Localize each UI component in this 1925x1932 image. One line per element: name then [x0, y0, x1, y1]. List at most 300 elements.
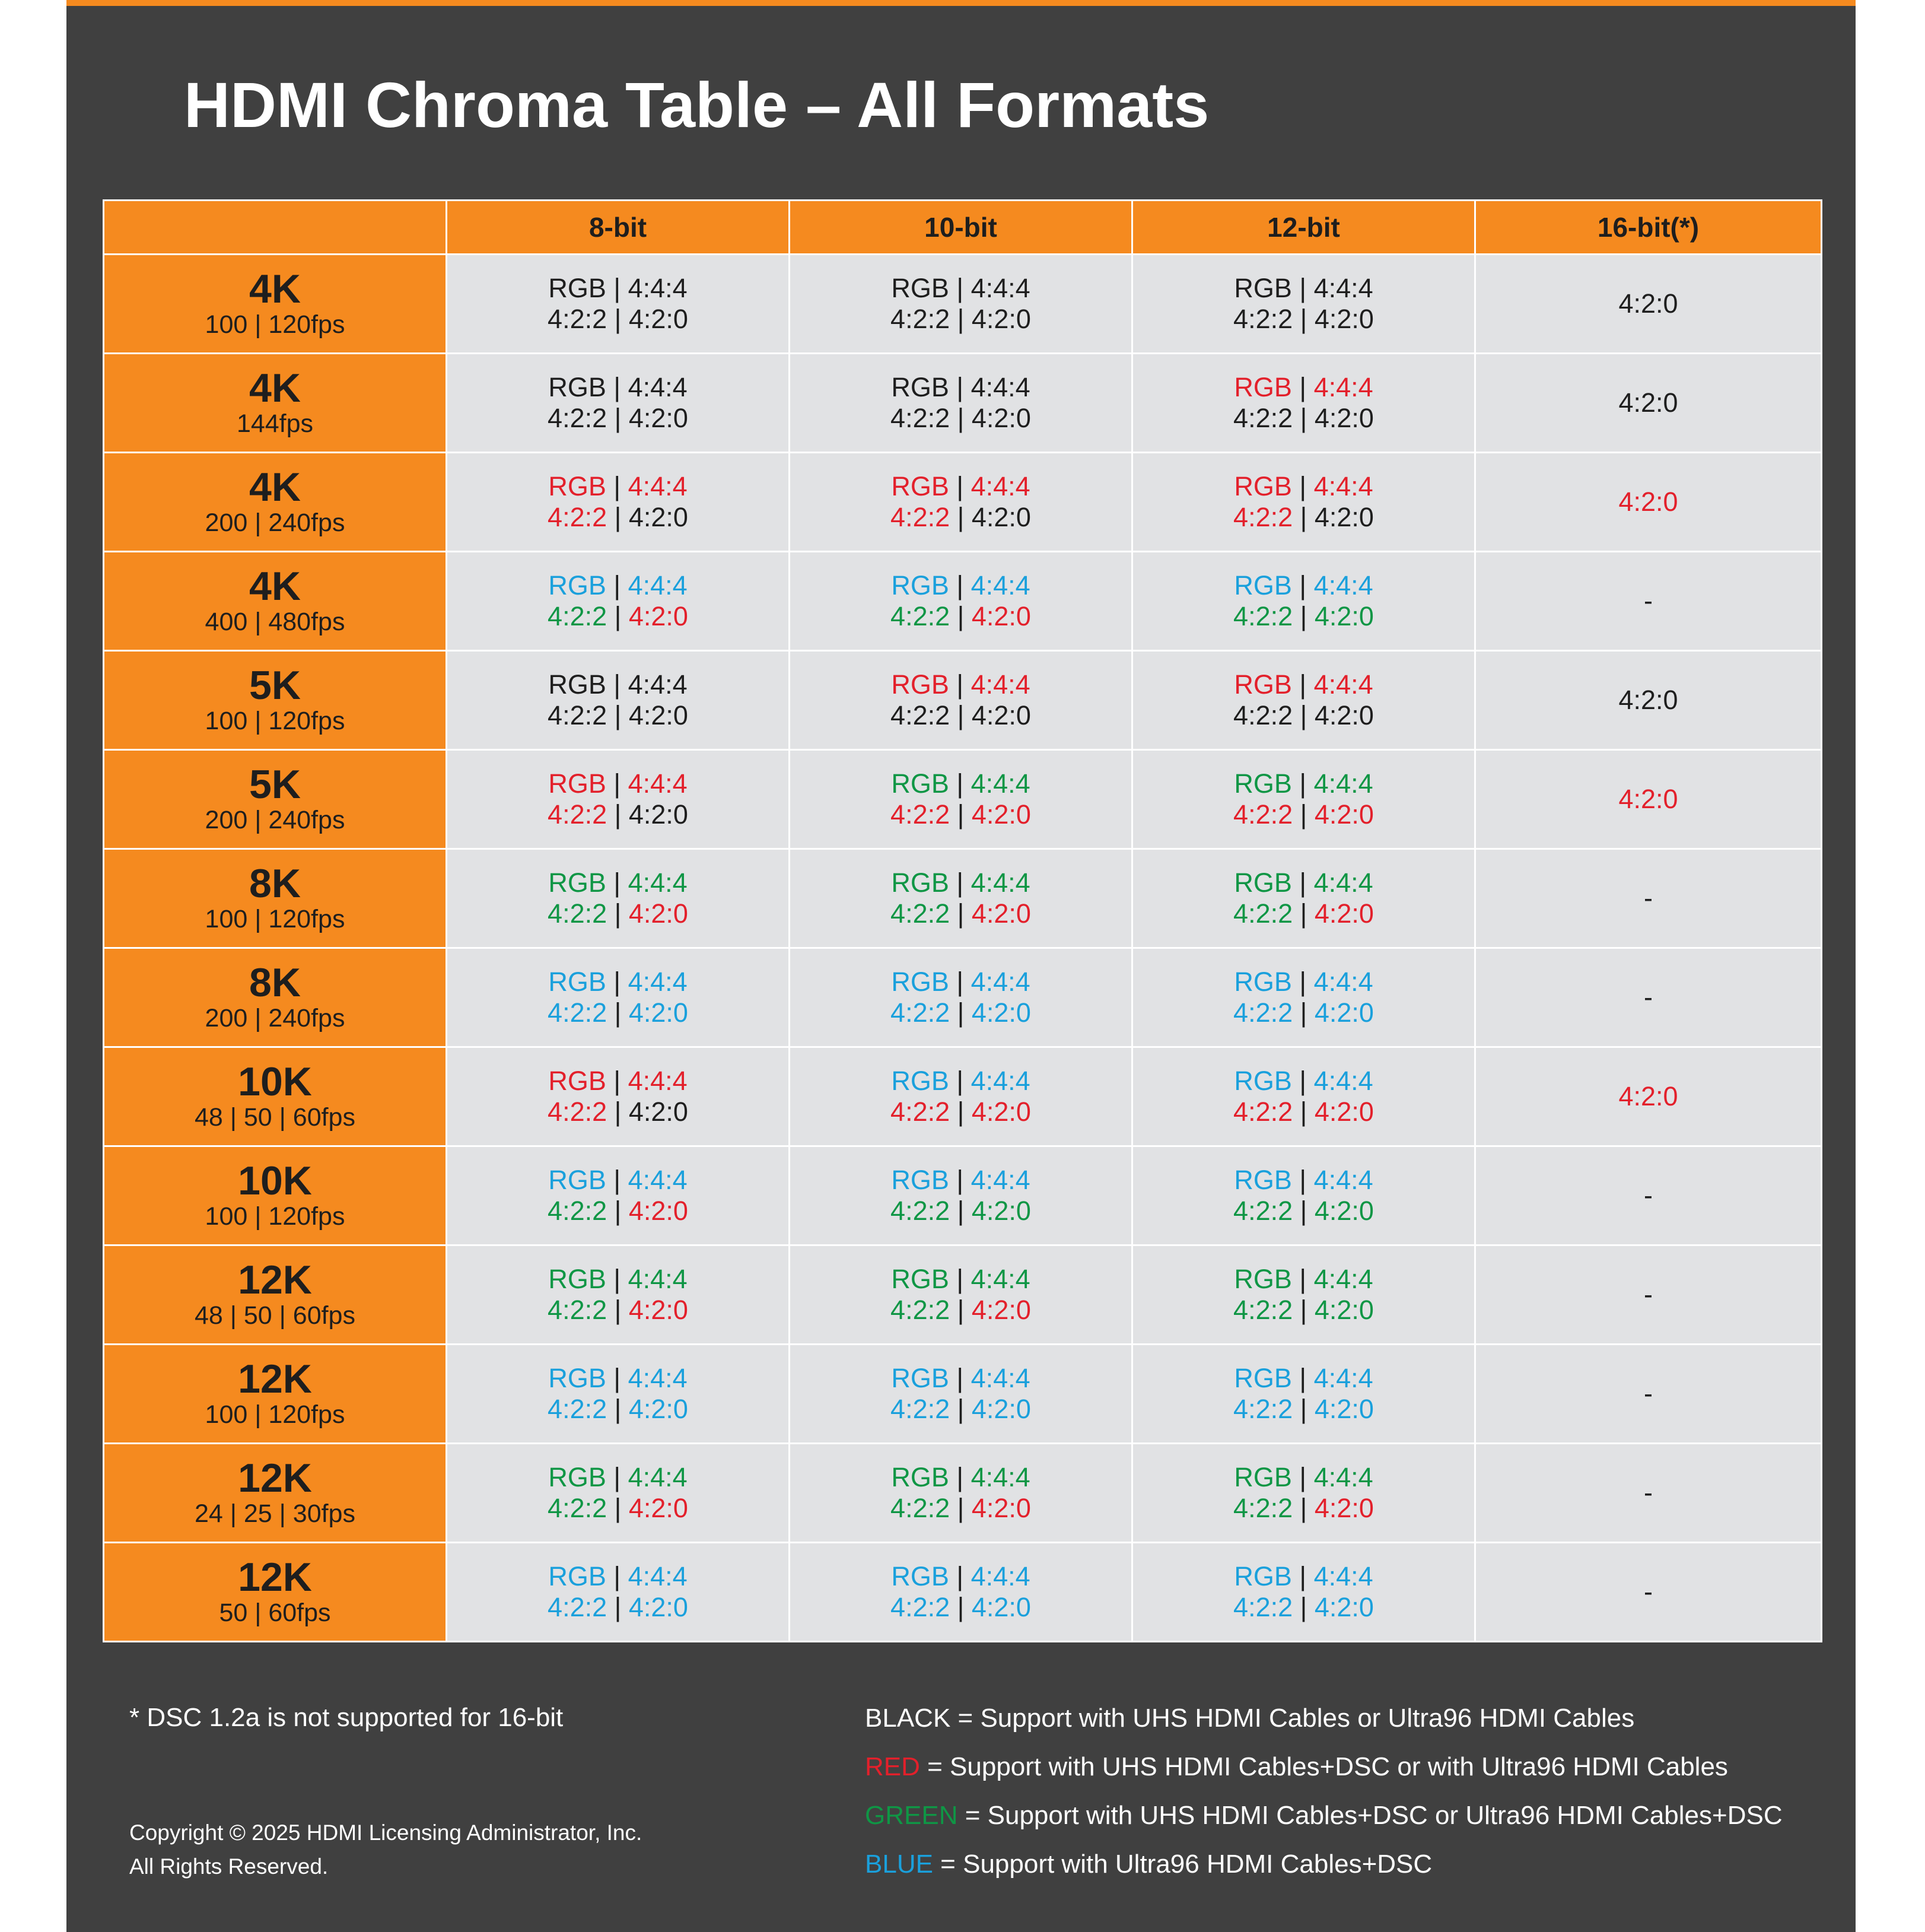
chroma-format: 4:4:4: [971, 669, 1030, 700]
chroma-format: 4:2:2: [890, 898, 950, 929]
chroma-line: [1133, 1394, 1474, 1425]
chroma-format: 4:4:4: [628, 372, 688, 402]
legend-key: GREEN: [865, 1801, 958, 1830]
frame-rate: 100 | 120fps: [205, 310, 345, 339]
chroma-format: -: [1644, 1477, 1653, 1508]
chroma-format: RGB: [891, 669, 949, 700]
chroma-format: RGB: [891, 372, 949, 402]
chroma-line: [447, 967, 788, 997]
chroma-format: 4:4:4: [1313, 669, 1373, 700]
copyright-line: Copyright © 2025 HDMI Licensing Administrator, Inc.: [129, 1820, 642, 1845]
chroma-line: [790, 1493, 1131, 1524]
chroma-line: [790, 273, 1131, 304]
chroma-format: RGB: [548, 967, 606, 997]
separator: |: [1293, 304, 1315, 334]
footnote: * DSC 1.2a is not supported for 16-bit: [129, 1703, 564, 1732]
chroma-format: 4:4:4: [628, 868, 688, 898]
top-accent-bar: [66, 0, 1856, 6]
frame-rate: 200 | 240fps: [205, 806, 345, 834]
chroma-line: [447, 768, 788, 799]
chroma-format: 4:4:4: [971, 372, 1030, 402]
chroma-format: 4:4:4: [971, 570, 1030, 600]
chroma-format: RGB: [1234, 669, 1292, 700]
chroma-format: 4:2:0: [971, 799, 1031, 830]
separator: |: [950, 898, 972, 929]
chroma-line: [790, 1363, 1131, 1394]
chroma-line: [790, 1592, 1131, 1623]
chroma-format: 4:2:2: [1233, 997, 1293, 1028]
separator: |: [1291, 967, 1314, 997]
chroma-format: -: [1644, 1279, 1653, 1310]
separator: |: [1291, 1066, 1314, 1096]
chroma-format: 4:2:2: [890, 502, 950, 532]
chroma-cell-12bit: [1132, 651, 1475, 750]
chroma-format: 4:2:2: [890, 601, 950, 631]
chroma-format: RGB: [548, 1363, 606, 1393]
chroma-format: 4:4:4: [628, 1561, 688, 1591]
chroma-format: RGB: [1234, 1561, 1292, 1591]
chroma-format: 4:2:2: [890, 1196, 950, 1226]
resolution-cell: [104, 849, 447, 948]
resolution-cell: [104, 651, 447, 750]
chroma-cell-12bit: [1132, 552, 1475, 651]
chroma-line: [447, 898, 788, 929]
table-row: [104, 1146, 1822, 1245]
chroma-format: 4:2:2: [548, 997, 607, 1028]
chroma-line: [1133, 304, 1474, 335]
chroma-cell-8bit: [447, 453, 790, 552]
separator: |: [1293, 1097, 1315, 1127]
chroma-line: [790, 471, 1131, 502]
chroma-format: 4:4:4: [1313, 570, 1373, 600]
chroma-line: [1133, 1264, 1474, 1295]
copyright: [129, 1816, 642, 1883]
chroma-format: RGB: [1234, 868, 1292, 898]
legend-text: = Support with Ultra96 HDMI Cables+DSC: [933, 1850, 1433, 1879]
chroma-line: [1133, 768, 1474, 799]
separator: |: [606, 669, 628, 700]
chroma-line: [447, 1363, 788, 1394]
separator: |: [1291, 1462, 1314, 1492]
chroma-line: [447, 1462, 788, 1493]
chroma-cell-16bit: [1475, 1245, 1822, 1345]
chroma-line: [1133, 997, 1474, 1028]
chroma-format: RGB: [1234, 1363, 1292, 1393]
chroma-cell-16bit: [1475, 1444, 1822, 1543]
legend-key: RED: [865, 1752, 920, 1781]
chroma-line: [1133, 471, 1474, 502]
chroma-format: 4:2:2: [890, 799, 950, 830]
separator: |: [1293, 1493, 1315, 1523]
chroma-line: [790, 898, 1131, 929]
chroma-line: [1133, 1165, 1474, 1196]
chroma-cell-12bit: [1132, 354, 1475, 453]
chroma-format: 4:2:2: [1233, 1592, 1293, 1622]
table-row: [104, 849, 1822, 948]
separator: |: [1293, 1196, 1315, 1226]
chroma-format: 4:2:0: [628, 700, 688, 730]
chroma-line: [447, 1295, 788, 1326]
chroma-format: RGB: [1234, 1264, 1292, 1294]
chroma-format: 4:2:0: [1618, 387, 1678, 418]
chroma-format: 4:2:0: [1618, 685, 1678, 715]
chroma-format: 4:2:0: [628, 1592, 688, 1622]
chroma-format: 4:4:4: [628, 669, 688, 700]
chroma-format: 4:2:0: [1618, 487, 1678, 517]
chroma-cell-10bit: [790, 750, 1132, 849]
separator: |: [607, 601, 629, 631]
chroma-format: RGB: [548, 273, 606, 303]
chroma-cell-10bit: [790, 453, 1132, 552]
chroma-format: 4:2:0: [971, 1394, 1031, 1424]
chroma-line: [1133, 898, 1474, 929]
chroma-line: [447, 997, 788, 1028]
chroma-cell-10bit: [790, 354, 1132, 453]
chroma-cell-12bit: [1132, 1245, 1475, 1345]
chroma-format: 4:2:0: [1314, 1295, 1374, 1325]
chroma-line: [447, 304, 788, 335]
chroma-format: 4:4:4: [971, 1363, 1030, 1393]
chroma-format: 4:2:0: [1314, 601, 1374, 631]
separator: |: [950, 700, 972, 730]
chroma-format: RGB: [548, 669, 606, 700]
chroma-cell-16bit: [1475, 849, 1822, 948]
chroma-format: 4:2:0: [1314, 1097, 1374, 1127]
chroma-format: 4:2:0: [971, 502, 1031, 532]
chroma-format: 4:2:0: [971, 997, 1031, 1028]
chroma-format: RGB: [1234, 471, 1292, 501]
separator: |: [606, 1462, 628, 1492]
chroma-line: [1133, 1066, 1474, 1097]
chroma-format: 4:2:2: [1233, 898, 1293, 929]
separator: |: [606, 1561, 628, 1591]
separator: |: [607, 502, 629, 532]
chroma-line: [1133, 372, 1474, 403]
resolution-name: 12K: [238, 1356, 312, 1402]
chroma-format: 4:2:2: [1233, 1097, 1293, 1127]
chroma-line: [1133, 273, 1474, 304]
chroma-line: [790, 1394, 1131, 1425]
separator: |: [950, 304, 972, 334]
chroma-line: [790, 967, 1131, 997]
table-row: [104, 1345, 1822, 1444]
chroma-line: [447, 601, 788, 632]
table-row: [104, 1444, 1822, 1543]
resolution-name: 5K: [249, 663, 301, 708]
chroma-cell-8bit: [447, 750, 790, 849]
chroma-cell-12bit: [1132, 1146, 1475, 1245]
chroma-format: 4:4:4: [971, 471, 1030, 501]
separator: |: [949, 471, 971, 501]
chroma-format: RGB: [891, 570, 949, 600]
resolution-cell: [104, 1345, 447, 1444]
chroma-format: 4:2:2: [890, 1592, 950, 1622]
chroma-format: 4:2:0: [971, 1097, 1031, 1127]
chroma-format: 4:2:0: [1314, 1196, 1374, 1226]
separator: |: [1293, 403, 1315, 433]
chroma-format: RGB: [548, 1264, 606, 1294]
chroma-format: 4:4:4: [1313, 967, 1373, 997]
chroma-cell-8bit: [447, 354, 790, 453]
legend-key: BLUE: [865, 1850, 933, 1879]
chroma-line: [790, 1295, 1131, 1326]
chroma-format: 4:4:4: [971, 1165, 1030, 1195]
separator: |: [950, 403, 972, 433]
separator: |: [607, 1097, 629, 1127]
resolution-name: 5K: [249, 762, 301, 807]
chroma-cell-16bit: [1475, 354, 1822, 453]
chroma-format: 4:4:4: [971, 1066, 1030, 1096]
separator: |: [607, 700, 629, 730]
chroma-line: [790, 768, 1131, 799]
chroma-line: [447, 700, 788, 731]
separator: |: [1291, 1561, 1314, 1591]
separator: |: [949, 1462, 971, 1492]
table-row: [104, 1047, 1822, 1146]
chroma-format: 4:2:2: [1233, 700, 1293, 730]
chroma-cell-12bit: [1132, 1543, 1475, 1642]
resolution-cell: [104, 255, 447, 354]
resolution-name: 12K: [238, 1555, 312, 1600]
chroma-format: RGB: [891, 768, 949, 799]
separator: |: [1293, 1592, 1315, 1622]
separator: |: [606, 868, 628, 898]
chroma-format: RGB: [1234, 1066, 1292, 1096]
resolution-name: 4K: [249, 366, 301, 411]
separator: |: [950, 1394, 972, 1424]
chroma-format: RGB: [1234, 1462, 1292, 1492]
chroma-format: 4:4:4: [971, 1462, 1030, 1492]
chroma-cell-8bit: [447, 1444, 790, 1543]
chroma-format: RGB: [891, 1264, 949, 1294]
separator: |: [607, 304, 629, 334]
chroma-line: [447, 403, 788, 434]
chroma-format: 4:4:4: [628, 273, 688, 303]
chroma-format: 4:4:4: [971, 273, 1030, 303]
table-row: [104, 1245, 1822, 1345]
resolution-name: 4K: [249, 465, 301, 510]
chroma-cell-12bit: [1132, 849, 1475, 948]
separator: |: [606, 967, 628, 997]
chroma-format: 4:2:0: [971, 601, 1031, 631]
chroma-format: 4:2:2: [890, 1394, 950, 1424]
chroma-line: [790, 1165, 1131, 1196]
separator: |: [950, 1592, 972, 1622]
chroma-format: RGB: [548, 768, 606, 799]
chroma-format: 4:2:0: [628, 1394, 688, 1424]
chroma-line: [447, 570, 788, 601]
chroma-cell-12bit: [1132, 1047, 1475, 1146]
chroma-format: 4:2:0: [971, 1592, 1031, 1622]
separator: |: [1293, 997, 1315, 1028]
chroma-format: 4:2:0: [1618, 288, 1678, 319]
chroma-format: 4:2:0: [628, 1295, 688, 1325]
legend-text: = Support with UHS HDMI Cables+DSC or Ultra96 HDMI Cables+DSC: [957, 1801, 1783, 1830]
chroma-cell-12bit: [1132, 255, 1475, 354]
chroma-line: [447, 502, 788, 533]
chroma-format: RGB: [548, 1066, 606, 1096]
separator: |: [1291, 1264, 1314, 1294]
chroma-format: 4:2:0: [1314, 700, 1374, 730]
chroma-line: [790, 799, 1131, 830]
chroma-format: 4:2:2: [548, 1097, 607, 1127]
separator: |: [949, 1165, 971, 1195]
chroma-cell-8bit: [447, 552, 790, 651]
chroma-format: 4:2:0: [1314, 898, 1374, 929]
separator: |: [606, 1363, 628, 1393]
chroma-line: [1133, 669, 1474, 700]
chroma-format: 4:2:0: [628, 502, 688, 532]
chroma-format: 4:2:2: [890, 700, 950, 730]
chroma-format: 4:4:4: [628, 1363, 688, 1393]
chroma-cell-8bit: [447, 1146, 790, 1245]
legend-text: = Support with UHS HDMI Cables+DSC or with Ultra96 HDMI Cables: [919, 1752, 1728, 1781]
chroma-format: 4:2:0: [971, 1196, 1031, 1226]
frame-rate: 100 | 120fps: [205, 1202, 345, 1231]
frame-rate: 144fps: [236, 409, 314, 438]
chroma-cell-10bit: [790, 1345, 1132, 1444]
separator: |: [950, 799, 972, 830]
chroma-line: [1133, 1592, 1474, 1623]
copyright-line: All Rights Reserved.: [129, 1854, 329, 1879]
header-row: [104, 201, 1822, 255]
chroma-cell-8bit: [447, 849, 790, 948]
chroma-format: 4:2:2: [548, 1592, 607, 1622]
frame-rate: 100 | 120fps: [205, 1400, 345, 1429]
chroma-line: [790, 502, 1131, 533]
chroma-line: [447, 372, 788, 403]
chroma-format: RGB: [891, 1561, 949, 1591]
header-10bit: 10-bit: [790, 201, 1132, 255]
resolution-cell: [104, 453, 447, 552]
separator: |: [606, 471, 628, 501]
separator: |: [1291, 669, 1314, 700]
chroma-format: RGB: [548, 1165, 606, 1195]
separator: |: [607, 1394, 629, 1424]
chroma-line: [1133, 1363, 1474, 1394]
chroma-format: 4:2:2: [1233, 601, 1293, 631]
resolution-cell: [104, 1543, 447, 1642]
chroma-format: 4:2:0: [971, 1295, 1031, 1325]
chroma-format: RGB: [1234, 1165, 1292, 1195]
chroma-format: 4:2:0: [1618, 1081, 1678, 1111]
header-12bit: 12-bit: [1132, 201, 1475, 255]
separator: |: [607, 799, 629, 830]
chroma-table: [103, 199, 1822, 1642]
chroma-format: 4:2:0: [971, 304, 1031, 334]
chroma-format: 4:2:2: [548, 700, 607, 730]
chroma-cell-12bit: [1132, 1345, 1475, 1444]
chroma-cell-10bit: [790, 1146, 1132, 1245]
table-row: [104, 1543, 1822, 1642]
separator: |: [1291, 273, 1314, 303]
chroma-line: [447, 1097, 788, 1127]
header-8bit: 8-bit: [447, 201, 790, 255]
resolution-name: 4K: [249, 564, 301, 609]
separator: |: [607, 1592, 629, 1622]
legend-key: BLACK: [865, 1704, 951, 1733]
chroma-line: [1133, 1196, 1474, 1226]
chroma-format: -: [1644, 586, 1653, 616]
resolution-cell: [104, 1146, 447, 1245]
separator: |: [607, 1196, 629, 1226]
separator: |: [949, 1066, 971, 1096]
chroma-cell-8bit: [447, 1543, 790, 1642]
chroma-format: 4:2:2: [1233, 304, 1293, 334]
separator: |: [1293, 1394, 1315, 1424]
chroma-format: 4:2:2: [548, 1196, 607, 1226]
chroma-line: [790, 1196, 1131, 1226]
chroma-format: -: [1644, 883, 1653, 913]
chroma-format: 4:4:4: [971, 868, 1030, 898]
chroma-format: 4:2:0: [1314, 1394, 1374, 1424]
chroma-format: 4:4:4: [1313, 1066, 1373, 1096]
chroma-format: -: [1644, 1577, 1653, 1607]
table-row: [104, 948, 1822, 1047]
chroma-line: [790, 372, 1131, 403]
chroma-cell-12bit: [1132, 750, 1475, 849]
frame-rate: 48 | 50 | 60fps: [195, 1103, 355, 1132]
frame-rate: 100 | 120fps: [205, 707, 345, 735]
chroma-cell-16bit: [1475, 948, 1822, 1047]
frame-rate: 200 | 240fps: [205, 1004, 345, 1032]
separator: |: [949, 372, 971, 402]
chroma-line: [790, 868, 1131, 898]
table-body: [104, 255, 1822, 1642]
separator: |: [1293, 700, 1315, 730]
chroma-format: 4:2:0: [1314, 1592, 1374, 1622]
legend-item: [865, 1752, 1783, 1800]
chroma-line: [790, 669, 1131, 700]
separator: |: [606, 1264, 628, 1294]
resolution-name: 12K: [238, 1456, 312, 1501]
chroma-cell-8bit: [447, 1345, 790, 1444]
chroma-format: 4:2:2: [890, 304, 950, 334]
table-row: [104, 453, 1822, 552]
chroma-format: 4:4:4: [971, 1561, 1030, 1591]
chroma-line: [447, 1493, 788, 1524]
chroma-format: 4:4:4: [628, 471, 688, 501]
chroma-format: 4:2:0: [1314, 403, 1374, 433]
separator: |: [606, 768, 628, 799]
chroma-format: 4:4:4: [1313, 471, 1373, 501]
separator: |: [1291, 1363, 1314, 1393]
resolution-name: 4K: [249, 266, 301, 312]
separator: |: [1293, 898, 1315, 929]
chroma-format: RGB: [548, 1561, 606, 1591]
separator: |: [1293, 502, 1315, 532]
chroma-format: 4:4:4: [628, 967, 688, 997]
chroma-format: 4:2:0: [1314, 997, 1374, 1028]
table-row: [104, 552, 1822, 651]
chroma-format: 4:4:4: [628, 1165, 688, 1195]
chroma-format: RGB: [548, 372, 606, 402]
chroma-format: RGB: [891, 967, 949, 997]
chroma-cell-16bit: [1475, 255, 1822, 354]
chroma-format: -: [1644, 1378, 1653, 1409]
chroma-format: RGB: [891, 273, 949, 303]
chroma-format: 4:2:2: [548, 898, 607, 929]
chroma-line: [1133, 868, 1474, 898]
chroma-format: 4:4:4: [628, 768, 688, 799]
separator: |: [1291, 868, 1314, 898]
chroma-line: [1133, 601, 1474, 632]
chroma-cell-10bit: [790, 255, 1132, 354]
chroma-format: 4:2:2: [1233, 1295, 1293, 1325]
chroma-cell-8bit: [447, 651, 790, 750]
separator: |: [949, 570, 971, 600]
frame-rate: 50 | 60fps: [219, 1599, 331, 1627]
